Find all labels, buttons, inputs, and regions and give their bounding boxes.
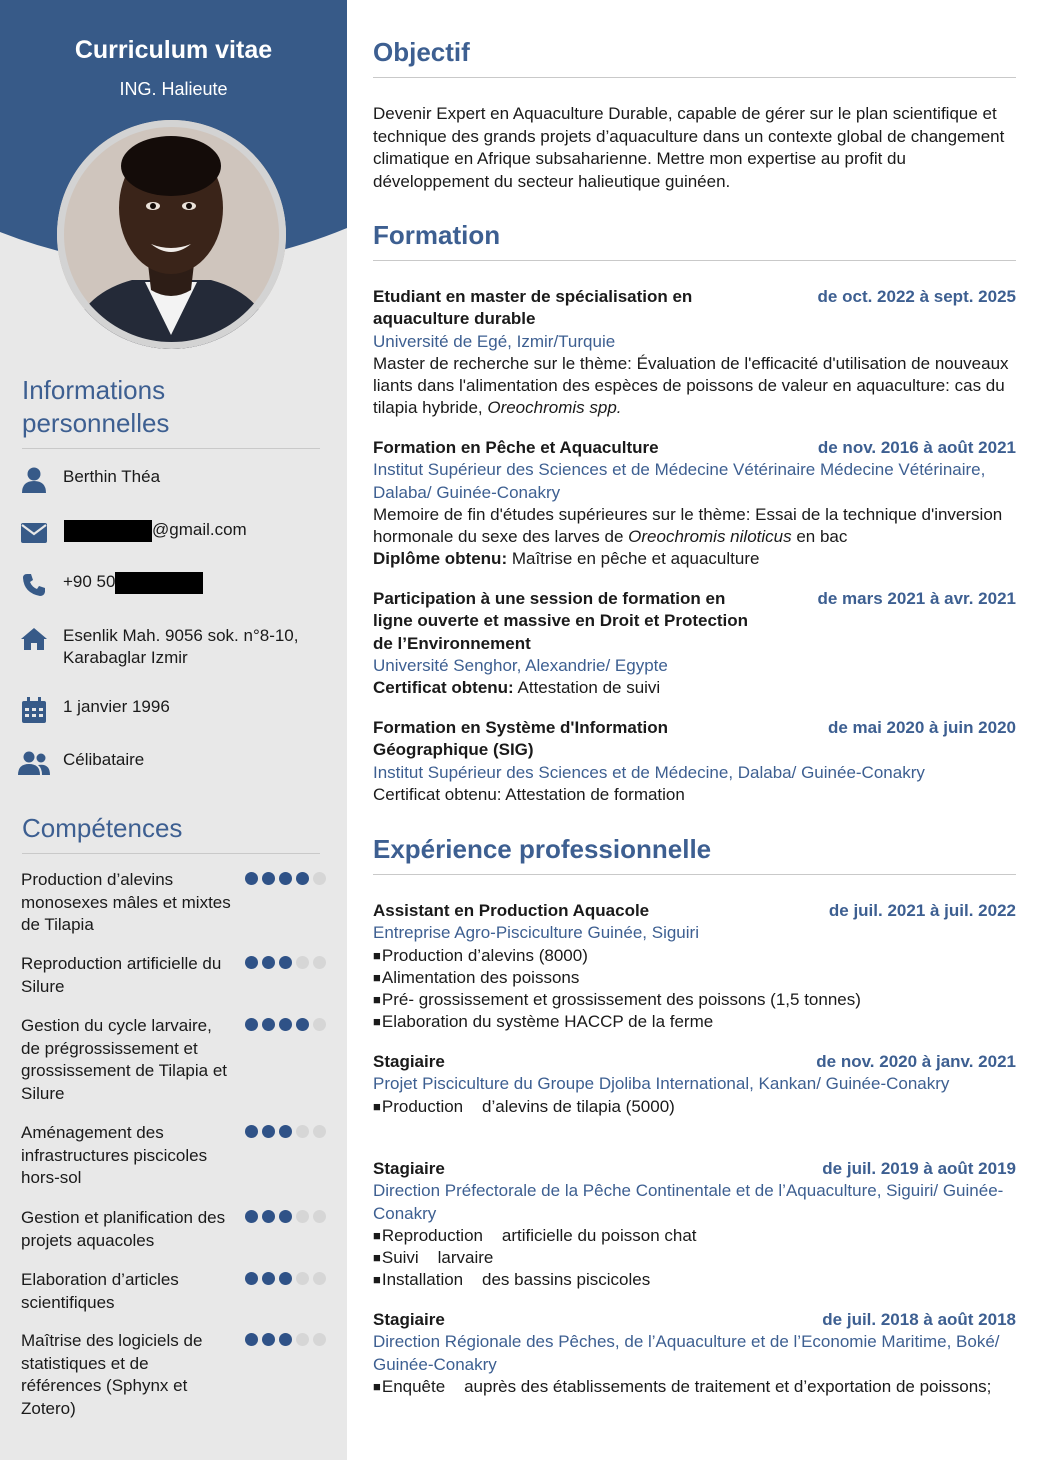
bullet-item: ■ Production d’alevins (8000) xyxy=(373,945,1016,967)
entry-title: Stagiaire xyxy=(373,1052,445,1071)
sidebar-header xyxy=(0,0,347,260)
bullet-item: ■ Installation des bassins piscicoles xyxy=(373,1269,1016,1291)
rating-dot-filled xyxy=(262,1125,275,1138)
status-text: Célibataire xyxy=(63,750,145,769)
entry-date: de nov. 2016 à août 2021 xyxy=(817,438,1016,457)
email-text: @gmail.com xyxy=(63,519,247,542)
bullet-item: ■ Alimentation des poissons xyxy=(373,967,1016,989)
rating-dot-filled xyxy=(262,1272,275,1285)
entry-date: de mai 2020 à juin 2020 xyxy=(827,718,1016,737)
rating-dot-empty xyxy=(313,1018,326,1031)
phone-icon xyxy=(18,571,50,599)
info-name xyxy=(18,466,328,494)
phone-redaction xyxy=(115,572,203,594)
rating-dot-filled xyxy=(262,1018,275,1031)
objective-heading: Objectif xyxy=(373,36,1016,78)
skill-rating xyxy=(245,1210,326,1224)
info-phone xyxy=(18,571,328,599)
rating-dot-filled xyxy=(245,1018,258,1031)
bullet-item: ■ Elaboration du système HACCP de la ferme xyxy=(373,1011,1016,1033)
rating-dot-empty xyxy=(313,1333,326,1346)
sidebar xyxy=(0,0,347,1460)
cv-subtitle: ING. Halieute xyxy=(119,79,228,99)
experience-entry xyxy=(373,1309,1016,1398)
rating-dot-empty xyxy=(296,1210,309,1223)
entry-date: de juil. 2021 à juil. 2022 xyxy=(828,901,1016,920)
experience-entry xyxy=(373,900,1016,1034)
education-entry xyxy=(373,286,1016,420)
entry-title: Formation en Pêche et Aquaculture xyxy=(373,438,659,457)
bullet-item: ■ Enquête auprès des établissements de traitement et d’exportation de poissons; xyxy=(373,1376,1016,1398)
birthdate-text: 1 janvier 1996 xyxy=(63,697,170,716)
entry-title: Participation à une session de formation en ligne ouverte et massive en Droit et Protection de l’Environnement xyxy=(373,589,749,653)
skill-rating xyxy=(245,1272,326,1286)
skill-name: Gestion et planification des projets aquacoles xyxy=(21,1208,226,1250)
cv-title: Curriculum vitae xyxy=(74,36,273,64)
users-icon xyxy=(18,749,50,777)
info-birthdate xyxy=(18,696,328,724)
skill-item xyxy=(21,869,326,937)
entry-org: Institut Supérieur des Sciences et de Médecine, Dalaba/ Guinée-Conakry xyxy=(373,762,925,782)
entry-org: Université de Egé, Izmir/Turquie xyxy=(373,331,616,351)
entry-date: de nov. 2020 à janv. 2021 xyxy=(816,1052,1016,1071)
rating-dot-filled xyxy=(279,1272,292,1285)
skill-name: Aménagement des infrastructures piscicoles hors-sol xyxy=(21,1123,208,1187)
entry-title: Assistant en Production Aquacole xyxy=(373,901,650,920)
rating-dot-empty xyxy=(296,1272,309,1285)
email-redaction xyxy=(64,520,152,542)
entry-title: Stagiaire xyxy=(373,1310,445,1329)
entry-date: de oct. 2022 à sept. 2025 xyxy=(817,287,1016,306)
education-entry xyxy=(373,588,1016,699)
rating-dot-empty xyxy=(313,872,326,885)
skill-name: Gestion du cycle larvaire, de prégrossissement et grossissement de Tilapia et Silure xyxy=(21,1016,227,1103)
experience-heading: Expérience professionnelle xyxy=(373,833,1016,875)
objective-text: Devenir Expert en Aquaculture Durable, capable de gérer sur le plan scientifique et technique des grands projets d’aquaculture dans un contexte global de changement climatique en Afrique subsaharienne. Mettre mon expertise au profit du développement du secteur halieutique guinéen. xyxy=(373,104,1005,191)
skill-rating xyxy=(245,872,326,886)
rating-dot-empty xyxy=(313,1272,326,1285)
entry-title: Etudiant en master de spécialisation en aquaculture durable xyxy=(373,287,693,329)
rating-dot-empty xyxy=(296,1333,309,1346)
home-icon xyxy=(18,625,50,653)
rating-dot-filled xyxy=(245,872,258,885)
rating-dot-filled xyxy=(262,1210,275,1223)
rating-dot-filled xyxy=(262,1333,275,1346)
envelope-icon xyxy=(18,519,50,547)
education-entry xyxy=(373,717,1016,806)
rating-dot-filled xyxy=(296,872,309,885)
info-address xyxy=(18,625,328,669)
entry-date: de mars 2021 à avr. 2021 xyxy=(817,589,1016,608)
personal-info-heading: Informations personnelles xyxy=(22,374,320,449)
skill-item xyxy=(21,953,326,998)
education-heading: Formation xyxy=(373,219,1016,261)
skill-rating xyxy=(245,1125,326,1139)
address-text: Esenlik Mah. 9056 sok. n°8-10, Karabaglar Izmir xyxy=(63,626,299,667)
skills-section xyxy=(22,812,320,854)
rating-dot-filled xyxy=(296,1018,309,1031)
entry-certificate: Diplôme obtenu: Maîtrise en pêche et aquaculture xyxy=(373,549,760,569)
rating-dot-empty xyxy=(313,956,326,969)
entry-title: Formation en Système d'Information Géographique (SIG) xyxy=(373,718,668,760)
skill-rating xyxy=(245,1333,326,1347)
rating-dot-filled xyxy=(245,1333,258,1346)
info-email xyxy=(18,519,328,547)
rating-dot-filled xyxy=(245,1272,258,1285)
calendar-icon xyxy=(18,696,50,724)
entry-org: Direction Préfectorale de la Pêche Continentale et de l’Aquaculture, Siguiri/ Guinée-Conakry xyxy=(373,1181,1004,1223)
entry-org: Direction Régionale des Pêches, de l’Aquaculture et de l’Economie Maritime, Boké/ Guinée-Conakry xyxy=(373,1332,1000,1374)
education-entry xyxy=(373,437,1016,571)
entry-org: Projet Pisciculture du Groupe Djoliba International, Kankan/ Guinée-Conakry xyxy=(373,1074,950,1094)
entry-org: Entreprise Agro-Pisciculture Guinée, Siguiri xyxy=(373,923,699,943)
skill-rating xyxy=(245,1018,326,1032)
profile-photo xyxy=(57,120,286,349)
rating-dot-filled xyxy=(245,1210,258,1223)
rating-dot-empty xyxy=(313,1210,326,1223)
rating-dot-filled xyxy=(262,872,275,885)
entry-desc: Certificat obtenu: Attestation de formation xyxy=(373,784,685,804)
skill-item xyxy=(21,1207,326,1252)
entry-org: Institut Supérieur des Sciences et de Médecine Vétérinaire Médecine Vétérinaire, Dalaba/ Guinée-Conakry xyxy=(373,460,986,502)
rating-dot-filled xyxy=(279,1210,292,1223)
experience-entry xyxy=(373,1051,1016,1118)
skill-item xyxy=(21,1015,326,1105)
skill-name: Reproduction artificielle du Silure xyxy=(21,954,222,996)
rating-dot-filled xyxy=(279,872,292,885)
skill-item xyxy=(21,1330,326,1420)
bullet-item: ■ Production d’alevins de tilapia (5000) xyxy=(373,1096,1016,1118)
rating-dot-filled xyxy=(279,956,292,969)
skill-name: Elaboration d’articles scientifiques xyxy=(21,1270,179,1312)
experience-entry xyxy=(373,1158,1016,1292)
entry-certificate: Certificat obtenu: Attestation de suivi xyxy=(373,678,661,698)
skill-item xyxy=(21,1122,326,1190)
skill-item xyxy=(21,1269,326,1314)
rating-dot-empty xyxy=(296,1125,309,1138)
entry-title: Stagiaire xyxy=(373,1159,445,1178)
name-text: Berthin Théa xyxy=(63,467,161,486)
entry-desc: Memoire de fin d'études supérieures sur le thème: Essai de la technique d'inversion hormonale du sexe des larves de Oreochromis niloticus en bac xyxy=(373,504,1003,547)
rating-dot-filled xyxy=(245,1125,258,1138)
entry-date: de juil. 2019 à août 2019 xyxy=(822,1159,1016,1178)
bullet-item: ■ Pré- grossissement et grossissement des poissons (1,5 tonnes) xyxy=(373,989,1016,1011)
skills-heading: Compétences xyxy=(22,812,320,854)
skill-rating xyxy=(245,956,326,970)
rating-dot-filled xyxy=(279,1333,292,1346)
rating-dot-filled xyxy=(245,956,258,969)
bullet-item: ■ Reproduction artificielle du poisson chat xyxy=(373,1225,1016,1247)
info-status xyxy=(18,749,328,777)
phone-text: +90 50 xyxy=(63,571,203,594)
entry-desc: Master de recherche sur le thème: Évaluation de l'efficacité d'utilisation de nouveaux liants dans l'alimentation des espèces de poissons de valeur en aquaculture: cas du tilapia hybride, Oreochromis spp. xyxy=(373,353,1009,418)
bullet-item: ■ Suivi larvaire xyxy=(373,1247,1016,1269)
rating-dot-filled xyxy=(279,1125,292,1138)
skill-name: Production d’alevins monosexes mâles et mixtes de Tilapia xyxy=(21,870,231,934)
rating-dot-empty xyxy=(296,956,309,969)
entry-org: Université Senghor, Alexandrie/ Egypte xyxy=(373,655,668,675)
rating-dot-filled xyxy=(262,956,275,969)
rating-dot-empty xyxy=(313,1125,326,1138)
rating-dot-filled xyxy=(279,1018,292,1031)
user-icon xyxy=(18,466,50,494)
skill-name: Maîtrise des logiciels de statistiques et de références (Sphynx et Zotero) xyxy=(21,1331,203,1418)
entry-date: de juil. 2018 à août 2018 xyxy=(822,1310,1016,1329)
personal-info-section xyxy=(22,374,320,449)
